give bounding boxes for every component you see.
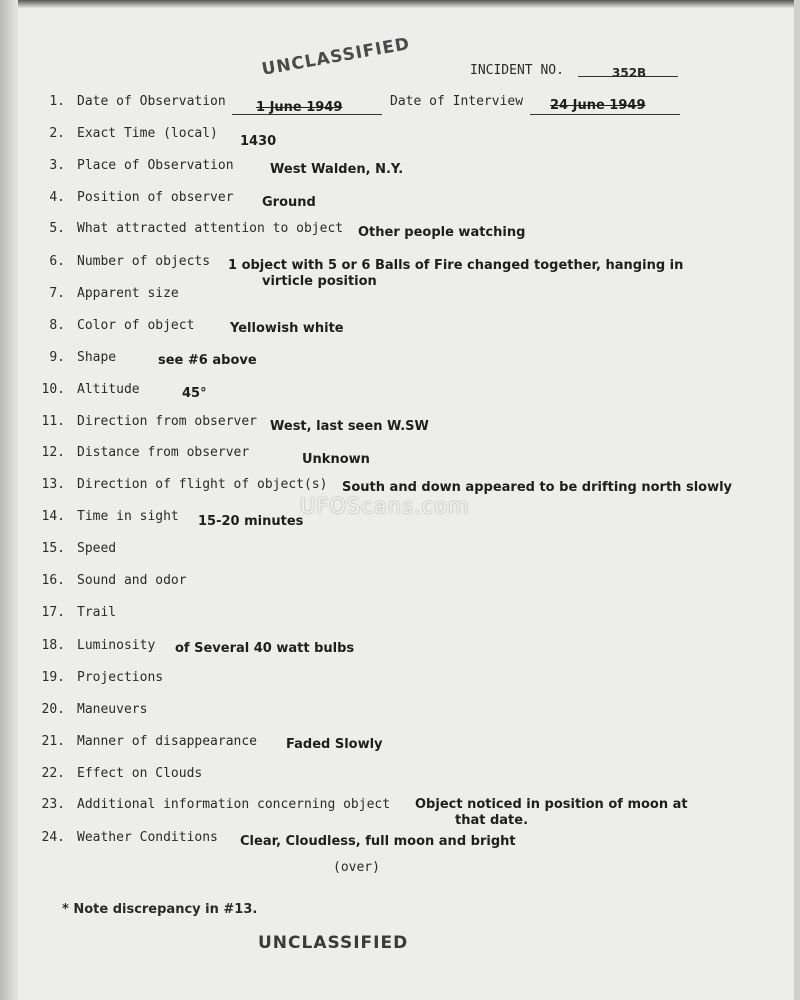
form-row-17	[0, 605, 800, 625]
item-number: 12.	[41, 445, 65, 460]
date-of-interview-label: Date of Interview	[390, 94, 524, 109]
item-number: 22.	[41, 766, 65, 781]
scan-edge-top	[0, 0, 800, 8]
watermark: UFOScans.com	[300, 494, 470, 518]
form-row-8	[0, 318, 800, 338]
form-row-2	[0, 126, 800, 149]
date-of-interview: 24 June 1949	[550, 98, 646, 113]
item-label: What attracted attention to object	[77, 221, 344, 236]
item-number: 11.	[41, 414, 65, 429]
item-number: 20.	[41, 702, 65, 717]
item-number: 15.	[41, 541, 65, 556]
form-row-19	[0, 670, 800, 690]
form-row-7	[0, 286, 800, 306]
item-number: 18.	[41, 638, 65, 653]
item-label: Direction from observer	[77, 414, 258, 429]
item-label: Projections	[77, 670, 164, 685]
form-row-10	[0, 382, 800, 402]
item-label: Maneuvers	[77, 702, 148, 717]
item-answer: Other people watching	[358, 225, 526, 240]
form-row-15	[0, 541, 800, 561]
item-answer: 1430	[240, 134, 277, 149]
item-label: Trail	[77, 605, 117, 620]
answer-underline	[530, 114, 680, 115]
item-label: Shape	[77, 350, 117, 365]
item-answer-line2: virticle position	[262, 274, 377, 289]
item-number: 5.	[49, 221, 65, 236]
form-row-24	[0, 830, 800, 850]
item-answer: Ground	[262, 195, 316, 210]
form-row-22	[0, 766, 800, 786]
item-number: 7.	[49, 286, 65, 301]
item-number: 8.	[49, 318, 65, 333]
item-number: 13.	[41, 477, 65, 492]
form-row-21	[0, 734, 800, 754]
item-number: 2.	[49, 126, 65, 141]
item-number: 24.	[41, 830, 65, 845]
form-row-6	[0, 254, 800, 289]
item-label: Direction of flight of object(s)	[77, 477, 328, 492]
form-row-1	[0, 94, 800, 114]
item-number: 23.	[41, 797, 65, 812]
incident-number: 352B	[612, 66, 647, 80]
item-answer: see #6 above	[158, 353, 257, 368]
item-number: 14.	[41, 509, 65, 524]
form-row-5	[0, 221, 800, 241]
item-answer: West Walden, N.Y.	[270, 162, 404, 177]
item-label: Additional information concerning object	[77, 797, 391, 812]
form-row-12	[0, 445, 800, 465]
scan-edge-left	[0, 0, 18, 1000]
over-note: (over)	[333, 860, 380, 875]
form-row-11	[0, 414, 800, 434]
item-number: 21.	[41, 734, 65, 749]
item-answer: 45°	[182, 386, 207, 401]
answer-underline	[232, 114, 382, 115]
unclassified-stamp-bottom: UNCLASSIFIED	[258, 933, 409, 953]
scan-edge-right	[794, 0, 800, 1000]
item-number: 3.	[49, 158, 65, 173]
item-answer: Clear, Cloudless, full moon and bright	[240, 834, 516, 849]
item-label: Effect on Clouds	[77, 766, 203, 781]
item-answer: Unknown	[302, 452, 370, 467]
item-label: Luminosity	[77, 638, 156, 653]
item-number: 16.	[41, 573, 65, 588]
item-answer-line2: that date.	[455, 813, 529, 828]
item-answer: Yellowish white	[230, 321, 344, 336]
item-number: 9.	[49, 350, 65, 365]
form-row-18	[0, 638, 800, 658]
item-label: Altitude	[77, 382, 140, 397]
item-label: Speed	[77, 541, 117, 556]
form-row-9	[0, 350, 800, 370]
form-row-23	[0, 797, 800, 828]
item-number: 17.	[41, 605, 65, 620]
form-row-16	[0, 573, 800, 593]
item-label: Weather Conditions	[77, 830, 218, 845]
item-number: 4.	[49, 190, 65, 205]
item-number: 10.	[41, 382, 65, 397]
item-number: 19.	[41, 670, 65, 685]
item-number: 1.	[49, 94, 65, 109]
form-row-4	[0, 190, 800, 210]
item-answer: 15-20 minutes	[198, 514, 304, 529]
item-label: Time in sight	[77, 509, 179, 524]
item-label: Number of objects	[77, 254, 211, 269]
item-answer: Faded Slowly	[286, 737, 383, 752]
item-label: Sound and odor	[77, 573, 187, 588]
item-label: Color of object	[77, 318, 195, 333]
item-answer: Object noticed in position of moon at	[415, 797, 688, 812]
discrepancy-note: * Note discrepancy in #13.	[62, 902, 258, 917]
item-label: Distance from observer	[77, 445, 250, 460]
item-answer: 1 object with 5 or 6 Balls of Fire changed together, hanging in	[228, 258, 684, 273]
item-answer: South and down appeared to be drifting north slowly	[342, 480, 733, 495]
item-answer: West, last seen W.SW	[270, 419, 429, 434]
item-label: Apparent size	[77, 286, 179, 301]
form-row-3	[0, 158, 800, 178]
item-label: Exact Time (local)	[77, 126, 218, 141]
item-answer: of Several 40 watt bulbs	[175, 641, 355, 656]
item-label: Place of Observation	[77, 158, 234, 173]
item-label: Manner of disappearance	[77, 734, 258, 749]
item-label: Position of observer	[77, 190, 234, 205]
unclassified-stamp-top: UNCLASSIFIED	[260, 34, 412, 80]
item-label: Date of Observation	[77, 94, 226, 109]
date-of-observation: 1 June 1949	[256, 100, 343, 115]
incident-label: INCIDENT NO.	[470, 63, 564, 78]
form-row-20	[0, 702, 800, 722]
item-number: 6.	[49, 254, 65, 269]
